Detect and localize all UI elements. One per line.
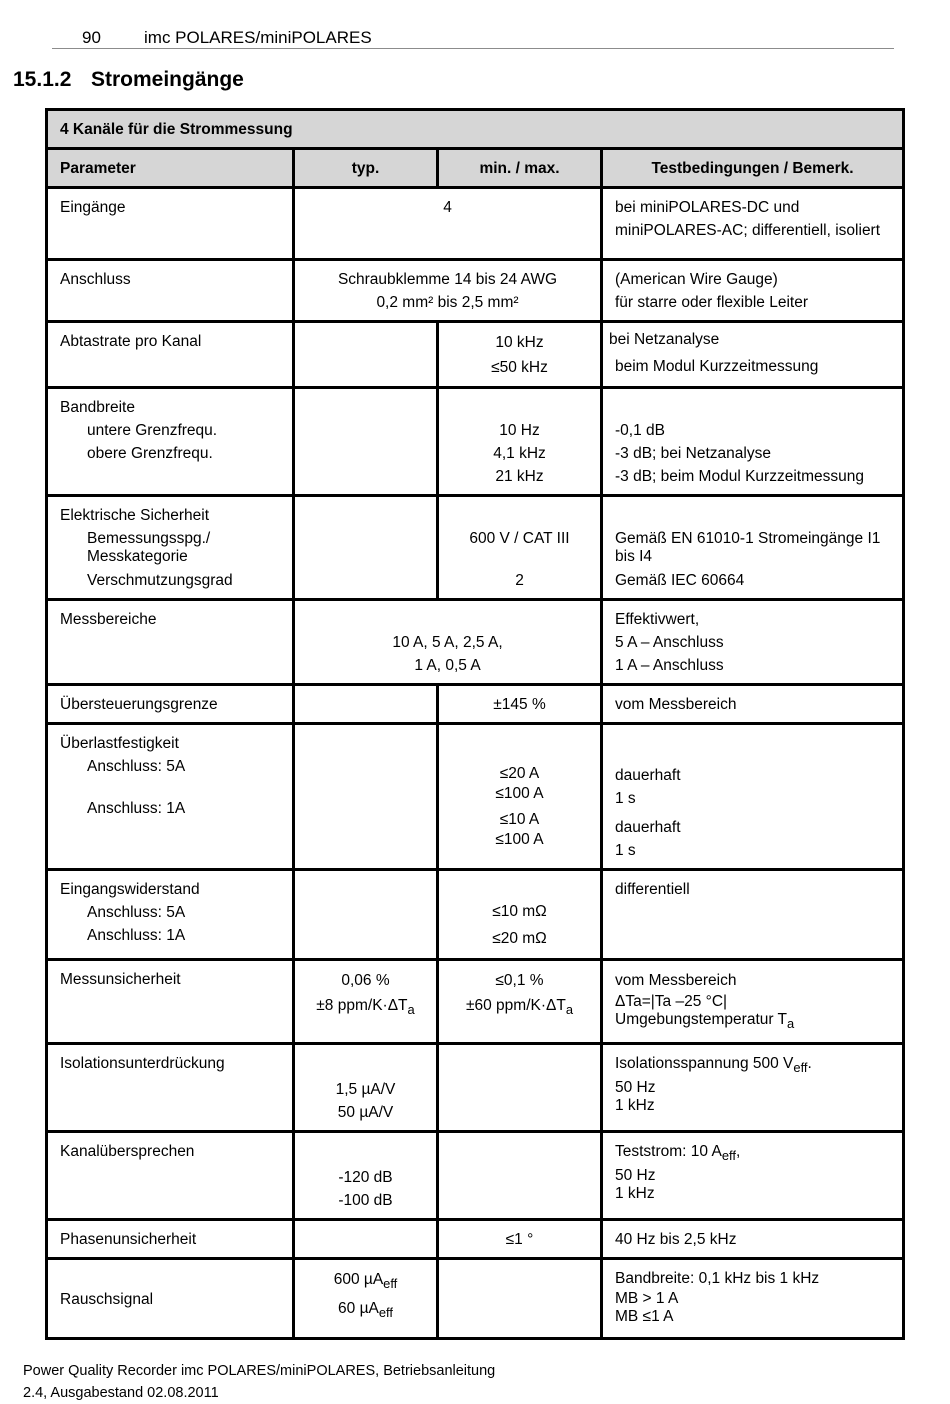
cell-line: 10 Hz: [499, 422, 540, 439]
typ-cell: [294, 600, 602, 685]
cell-line: Elektrische Sicherheit: [60, 507, 210, 524]
cell-line: 50 Hz: [615, 1167, 656, 1185]
cell-line: Effektivwert,: [615, 611, 700, 628]
cell-line: ≤100 A: [495, 785, 544, 802]
cell-line: ≤0,1 %: [495, 972, 544, 989]
max-cell: ≤1 °: [438, 1220, 602, 1259]
cell-line: Anschluss: 1A: [87, 927, 186, 944]
param-cell: Übersteuerungsgrenze: [47, 685, 294, 724]
footer-line: Power Quality Recorder imc POLARES/miniPOLARES, Betriebsanleitung: [23, 1363, 496, 1379]
table-row: [47, 600, 904, 685]
typ-cell: [294, 724, 438, 870]
max-cell: ±145 %: [438, 685, 602, 724]
page-header: [52, 26, 894, 49]
note-cell: [602, 388, 904, 496]
note-cell: [602, 724, 904, 870]
page-number: 90: [82, 28, 101, 47]
cell-line: Gemäß EN 61010-1 Stromeingänge I1 bis I4: [615, 530, 881, 565]
cell-line: Verschmutzungsgrad: [87, 572, 233, 589]
table-row: [47, 870, 904, 960]
section-number: 15.1.2: [13, 68, 72, 91]
cell-line: ≤100 A: [495, 831, 544, 848]
cell-line: ≤20 mΩ: [492, 930, 547, 947]
typ-cell: [294, 388, 438, 496]
cell-line: 1 kHz: [615, 1097, 655, 1115]
max-cell: [438, 496, 602, 600]
typ-cell: [294, 960, 438, 1044]
note-cell: [602, 600, 904, 685]
cell-line: MB > 1 A: [615, 1290, 679, 1307]
param-cell: Eingänge: [47, 188, 294, 260]
cell-line: untere Grenzfrequ.: [87, 422, 218, 439]
cell-line: 5 A – Anschluss: [615, 634, 724, 651]
col-header-parameter: Parameter: [47, 149, 294, 188]
cell-line: ΔTa=|Ta –25 °C|: [615, 993, 728, 1010]
cell-line: Eingangswiderstand: [60, 881, 200, 898]
cell-line: 1 kHz: [615, 1185, 655, 1203]
table-header-row: [47, 149, 904, 188]
cell-line: 60 µA$_{eff}$: [338, 1300, 393, 1321]
cell-line: Gemäß IEC 60664: [615, 572, 745, 589]
cell-line: -3 dB; bei Netzanalyse: [615, 445, 771, 462]
param-cell: Rauschsignal: [47, 1259, 294, 1339]
max-cell: [438, 960, 602, 1044]
cell-line: Anschluss: 1A: [87, 800, 186, 817]
cell-line: 600 µA$_{eff}$: [333, 1271, 398, 1292]
cell-line: ≤10 mΩ: [492, 903, 547, 920]
typ-cell: 4: [294, 188, 602, 260]
cell-line: Überlastfestigkeit: [60, 735, 179, 752]
table-row: [47, 1259, 904, 1339]
cell-line: 1 A – Anschluss: [615, 657, 724, 674]
table-row: [47, 388, 904, 496]
note-cell: bei miniPOLARES-DC und miniPOLARES-AC; differentiell, isoliert: [602, 188, 904, 260]
typ-cell: [294, 1044, 438, 1132]
cell-line: (American Wire Gauge): [615, 271, 778, 288]
table-row: [47, 188, 904, 260]
param-cell: Messbereiche: [47, 600, 294, 685]
table-row: [47, 685, 904, 724]
typ-cell: [294, 1132, 438, 1220]
max-cell: [438, 388, 602, 496]
cell-line: obere Grenzfrequ.: [87, 445, 213, 462]
typ-cell: [294, 322, 438, 388]
cell-line: 21 kHz: [495, 468, 544, 485]
cell-line: beim Modul Kurzzeitmessung: [615, 358, 819, 375]
cell-line: 4,1 kHz: [493, 445, 546, 462]
cell-line: 10 kHz: [495, 334, 544, 351]
cell-line: bei Netzanalyse: [609, 331, 720, 348]
note-cell: differentiell: [602, 870, 904, 960]
param-cell: Isolationsunterdrückung: [47, 1044, 294, 1132]
max-cell: [438, 1044, 602, 1132]
note-cell: [602, 960, 904, 1044]
param-cell: [47, 496, 294, 600]
note-cell: 40 Hz bis 2,5 kHz: [602, 1220, 904, 1259]
col-header-typ: typ.: [294, 149, 438, 188]
footer-line: 2.4, Ausgabestand 02.08.2011: [23, 1385, 219, 1401]
cell-line: 1,5 µA/V: [335, 1081, 396, 1098]
table-caption: 4 Kanäle für die Strommessung: [47, 110, 904, 149]
cell-line: Schraubklemme 14 bis 24 AWG: [337, 271, 558, 288]
max-cell: [438, 724, 602, 870]
cell-line: Bandbreite: 0,1 kHz bis 1 kHz: [615, 1270, 820, 1287]
param-cell: [47, 870, 294, 960]
cell-line: ±60 ppm/$K\cdot\Delta T_a$: [465, 997, 574, 1018]
max-cell: [438, 870, 602, 960]
param-cell: [47, 724, 294, 870]
table-row: [47, 260, 904, 322]
cell-line: Bemessungsspg./ Messkategorie: [87, 530, 211, 565]
cell-line: vom Messbereich: [615, 972, 737, 989]
cell-line: dauerhaft: [615, 767, 681, 784]
max-cell: [438, 1259, 602, 1339]
page-footer: [23, 1360, 495, 1404]
cell-line: ±8 ppm/$K\cdot\Delta T_a$: [316, 997, 415, 1018]
note-cell: vom Messbereich: [602, 685, 904, 724]
cell-line: dauerhaft: [615, 819, 681, 836]
cell-line: ≤50 kHz: [491, 359, 548, 376]
cell-line: Bandbreite: [60, 399, 135, 416]
param-cell: Anschluss: [47, 260, 294, 322]
header-title: imc POLARES/miniPOLARES: [144, 28, 372, 47]
table-row: [47, 496, 904, 600]
note-cell: [602, 1132, 904, 1220]
section-heading: [13, 68, 244, 92]
table-row: [47, 724, 904, 870]
table-row: [47, 1220, 904, 1259]
typ-cell: [294, 1220, 438, 1259]
cell-line: für starre oder flexible Leiter: [615, 294, 808, 311]
cell-line: Anschluss: 5A: [87, 758, 186, 775]
param-cell: [47, 388, 294, 496]
cell-line: -100 dB: [338, 1192, 393, 1209]
table-row: [47, 1044, 904, 1132]
table-caption-row: [47, 110, 904, 149]
cell-line: Umgebungstemperatur $T_a$: [615, 1011, 795, 1032]
typ-cell: [294, 1259, 438, 1339]
typ-cell: [294, 260, 602, 322]
cell-line: 1 s: [615, 790, 636, 807]
param-cell: Phasenunsicherheit: [47, 1220, 294, 1259]
cell-line: -0,1 dB: [615, 422, 665, 439]
note-cell: [602, 260, 904, 322]
cell-line: 1 A, 0,5 A: [414, 657, 481, 674]
param-cell: Abtastrate pro Kanal: [47, 322, 294, 388]
spec-table: [45, 108, 905, 1340]
note-cell: [602, 496, 904, 600]
max-cell: [438, 322, 602, 388]
cell-line: 1 s: [615, 842, 636, 859]
cell-line: -120 dB: [338, 1169, 393, 1186]
cell-line: MB ≤1 A: [615, 1308, 674, 1325]
section-title: Stromeingänge: [91, 68, 244, 91]
col-header-note: Testbedingungen / Bemerk.: [602, 149, 904, 188]
typ-cell: [294, 685, 438, 724]
table-row: [47, 322, 904, 388]
param-cell: Messunsicherheit: [47, 960, 294, 1044]
cell-line: Isolationsspannung 500 $V_{eff}$.: [615, 1055, 812, 1076]
cell-line: 0,2 mm² bis 2,5 mm²: [376, 294, 519, 311]
note-cell: [602, 1044, 904, 1132]
note-cell: [602, 322, 904, 388]
cell-line: -3 dB; beim Modul Kurzzeitmessung: [615, 468, 864, 485]
typ-cell: [294, 870, 438, 960]
max-cell: [438, 1132, 602, 1220]
cell-line: 10 A, 5 A, 2,5 A,: [392, 634, 503, 651]
cell-line: 2: [515, 572, 524, 589]
cell-line: ≤20 A: [499, 765, 540, 782]
param-cell: Kanalübersprechen: [47, 1132, 294, 1220]
cell-line: Anschluss: 5A: [87, 904, 186, 921]
table-row: [47, 960, 904, 1044]
cell-line: 600 V / CAT III: [469, 530, 570, 547]
cell-line: Teststrom: 10 $A_{eff}$,: [615, 1143, 741, 1164]
col-header-minmax: min. / max.: [438, 149, 602, 188]
cell-line: 50 Hz: [615, 1079, 656, 1097]
cell-line: 0,06 %: [341, 972, 390, 989]
cell-line: ≤10 A: [499, 811, 540, 828]
typ-cell: [294, 496, 438, 600]
table-row: [47, 1132, 904, 1220]
cell-line: 50 µA/V: [337, 1104, 394, 1121]
note-cell: [602, 1259, 904, 1339]
